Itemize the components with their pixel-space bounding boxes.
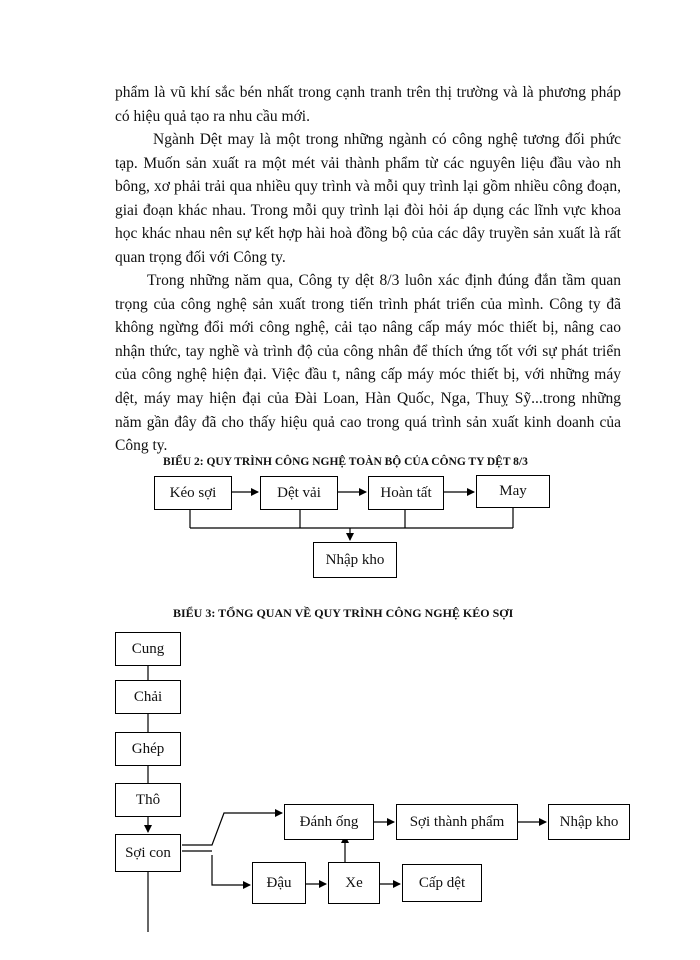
cung-box: Cung (115, 632, 181, 666)
xe-box: Xe (328, 862, 380, 904)
paragraph-3: Trong những năm qua, Công ty dệt 8/3 luôn xác định đúng đắn tầm quan trọng của công nghệ sản xuất trong tiến trình phát triển của mình. Công ty đã không ngừng đổi mới công nghệ, cải tạo nâng cấp máy móc thiết bị, nâng cao nhận thức, tay nghề và trình độ của công nhân để thích ứng tốt với sự phát triển của công nghệ hiện đại. Việc đầu t, nâng cấp máy móc thiết bị, với những máy dệt, máy may hiện đại của Đài Loan, Hàn Quốc, Nga, Thuỵ Sỹ...trong những năm gần đây đã cho thấy hiệu quả cao trong quá trình sản xuất kinh doanh của Công ty. (115, 272, 621, 455)
cap-det-box: Cấp dệt (402, 864, 482, 902)
soi-con-box: Sợi con (115, 834, 181, 872)
dau-box: Đậu (252, 862, 306, 904)
nhap-kho-box-2: Nhập kho (548, 804, 630, 840)
det-vai-box: Dệt vải (260, 476, 338, 510)
chai-box: Chải (115, 680, 181, 714)
tho-box: Thô (115, 783, 181, 817)
danh-ong-box: Đánh ống (284, 804, 374, 840)
may-box: May (476, 475, 550, 508)
diagram3-caption: BIỂU 3: TỔNG QUAN VỀ QUY TRÌNH CÔNG NGHỆ KÉO SỢI (173, 606, 514, 620)
diagram2-caption: BIỂU 2: QUY TRÌNH CÔNG NGHỆ TOÀN BỘ CỦA CÔNG TY DỆT 8/3 (163, 456, 528, 468)
soi-thanh-pham-box: Sợi thành phẩm (396, 804, 518, 840)
nhap-kho-box: Nhập kho (313, 542, 397, 578)
keo-soi-box: Kéo sợi (154, 476, 232, 510)
paragraph-1: phẩm là vũ khí sắc bén nhất trong cạnh tranh trên thị trường và là phương pháp có hiệu quả tạo ra nhu cầu mới. (115, 84, 621, 125)
hoan-tat-box: Hoàn tất (368, 476, 444, 510)
ghep-box: Ghép (115, 732, 181, 766)
paragraph-2: Ngành Dệt may là một trong những ngành có công nghệ tương đối phức tạp. Muốn sản xuất ra một mét vải thành phẩm từ các nguyên liệu đầu vào nh bông, xơ phải trải qua nhiều quy trình và mỗi quy trình lại gồm nhiều công đoạn, giai đoạn khác nhau. Trong mỗi quy trình lại đòi hỏi áp dụng các lĩnh vực khoa học khác nhau nên sự kết hợp hài hoà đồng bộ của các dây truyền sản xuất là rất quan trọng đối với Công ty. (115, 131, 621, 266)
